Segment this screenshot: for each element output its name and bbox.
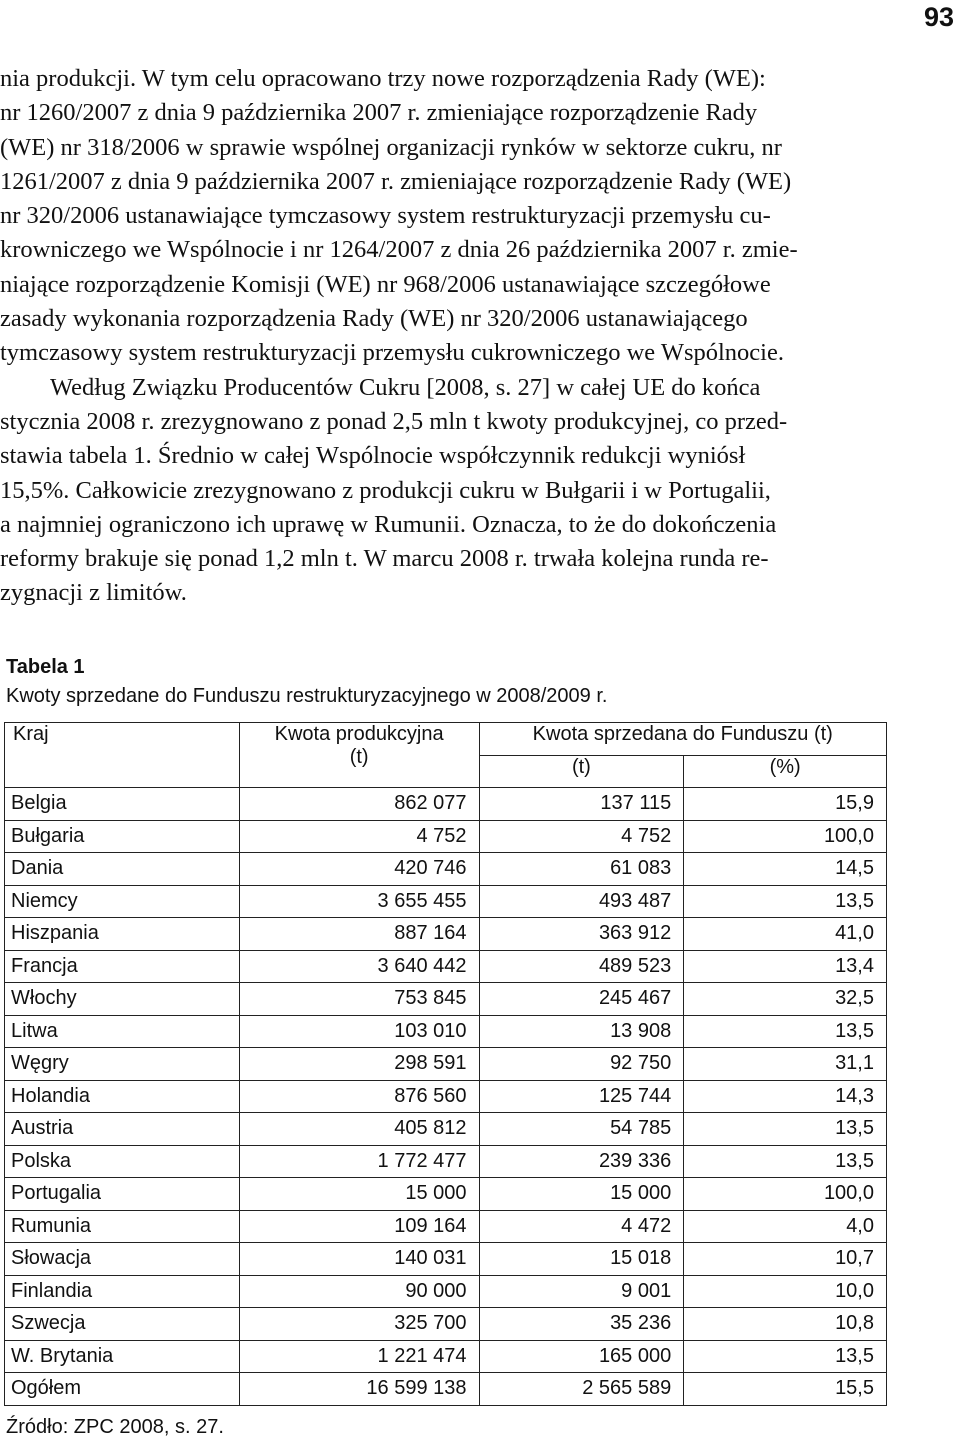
percent-cell: 100,0 — [684, 820, 887, 853]
header-quota-line1: Kwota produkcyjna — [274, 723, 444, 745]
quota-cell: 1 772 477 — [239, 1145, 479, 1178]
table-row — [5, 1015, 887, 1048]
country-cell: Hiszpania — [5, 918, 240, 951]
country-cell: Austria — [5, 1113, 240, 1146]
body-line: reformy brakuje się ponad 1,2 mln t. W marcu 2008 r. trwała kolejna runda re- — [0, 545, 769, 573]
country-cell: Rumunia — [5, 1210, 240, 1243]
quota-cell: 3 655 455 — [239, 885, 479, 918]
table-label: Tabela 1 — [6, 656, 85, 678]
table-row — [5, 1308, 887, 1341]
quota-cell: 3 640 442 — [239, 950, 479, 983]
percent-cell: 13,5 — [684, 1113, 887, 1146]
sold-cell: 125 744 — [479, 1080, 684, 1113]
body-line: 1261/2007 z dnia 9 października 2007 r. zmieniające rozporządzenie Rady (WE) — [0, 167, 792, 195]
body-line: krowniczego we Wspólnocie i nr 1264/2007 z dnia 26 października 2007 r. zmie- — [0, 236, 798, 264]
quota-cell: 4 752 — [239, 820, 479, 853]
quota-cell: 1 221 474 — [239, 1340, 479, 1373]
header-sold-pct: (%) — [684, 755, 887, 788]
table-row — [5, 918, 887, 951]
quota-cell: 103 010 — [239, 1015, 479, 1048]
table-row — [5, 1210, 887, 1243]
quota-cell: 140 031 — [239, 1243, 479, 1276]
sold-cell: 61 083 — [479, 853, 684, 886]
sold-cell: 15 018 — [479, 1243, 684, 1276]
quota-table — [4, 722, 887, 1406]
sold-cell: 35 236 — [479, 1308, 684, 1341]
country-cell: Belgia — [5, 788, 240, 821]
percent-cell: 31,1 — [684, 1048, 887, 1081]
sold-cell: 245 467 — [479, 983, 684, 1016]
country-cell: Szwecja — [5, 1308, 240, 1341]
quota-cell: 109 164 — [239, 1210, 479, 1243]
quota-cell: 90 000 — [239, 1275, 479, 1308]
quota-cell: 15 000 — [239, 1178, 479, 1211]
percent-cell: 13,5 — [684, 1340, 887, 1373]
body-line: nr 320/2006 ustanawiające tymczasowy system restrukturyzacji przemysłu cu- — [0, 202, 771, 230]
percent-cell: 32,5 — [684, 983, 887, 1016]
sold-cell: 239 336 — [479, 1145, 684, 1178]
header-country: Kraj — [5, 723, 240, 788]
percent-cell: 10,7 — [684, 1243, 887, 1276]
country-cell: Polska — [5, 1145, 240, 1178]
table-row — [5, 853, 887, 886]
sold-cell: 92 750 — [479, 1048, 684, 1081]
country-cell: W. Brytania — [5, 1340, 240, 1373]
quota-cell: 862 077 — [239, 788, 479, 821]
sold-cell: 4 472 — [479, 1210, 684, 1243]
table-row — [5, 1243, 887, 1276]
table-row — [5, 1113, 887, 1146]
sold-cell: 9 001 — [479, 1275, 684, 1308]
page-number: 93 — [923, 2, 954, 32]
sold-cell: 13 908 — [479, 1015, 684, 1048]
country-cell: Finlandia — [5, 1275, 240, 1308]
country-cell: Portugalia — [5, 1178, 240, 1211]
table-row — [5, 1178, 887, 1211]
country-cell: Włochy — [5, 983, 240, 1016]
country-cell: Francja — [5, 950, 240, 983]
quota-cell: 325 700 — [239, 1308, 479, 1341]
percent-cell: 100,0 — [684, 1178, 887, 1211]
body-line: nr 1260/2007 z dnia 9 października 2007 r. zmieniające rozporządzenie Rady — [0, 99, 758, 127]
country-cell: Węgry — [5, 1048, 240, 1081]
table-row — [5, 950, 887, 983]
percent-cell: 15,5 — [684, 1373, 887, 1406]
country-cell: Dania — [5, 853, 240, 886]
sold-cell: 15 000 — [479, 1178, 684, 1211]
percent-cell: 13,4 — [684, 950, 887, 983]
table-caption: Kwoty sprzedane do Funduszu restrukturyzacyjnego w 2008/2009 r. — [6, 685, 608, 707]
percent-cell: 4,0 — [684, 1210, 887, 1243]
country-cell: Litwa — [5, 1015, 240, 1048]
quota-cell: 887 164 — [239, 918, 479, 951]
table-source: Źródło: ZPC 2008, s. 27. — [6, 1416, 224, 1438]
body-line: Według Związku Producentów Cukru [2008, s. 27] w całej UE do końca — [50, 373, 761, 401]
body-line: zasady wykonania rozporządzenia Rady (WE) nr 320/2006 ustanawiającego — [0, 305, 748, 333]
body-line: tymczasowy system restrukturyzacji przemysłu cukrowniczego we Wspólnocie. — [0, 339, 784, 367]
header-quota-line2: (t) — [349, 746, 369, 768]
country-cell: Słowacja — [5, 1243, 240, 1276]
sold-cell: 2 565 589 — [479, 1373, 684, 1406]
table-row — [5, 983, 887, 1016]
body-line: stycznia 2008 r. zrezygnowano z ponad 2,5 mln t kwoty produkcyjnej, co przed- — [0, 407, 788, 435]
sold-cell: 4 752 — [479, 820, 684, 853]
quota-cell: 16 599 138 — [239, 1373, 479, 1406]
percent-cell: 14,3 — [684, 1080, 887, 1113]
table-row — [5, 1340, 887, 1373]
body-line: (WE) nr 318/2006 w sprawie wspólnej organizacji rynków w sektorze cukru, nr — [0, 133, 782, 161]
body-line: nia produkcji. W tym celu opracowano trzy nowe rozporządzenia Rady (WE): — [0, 65, 766, 92]
quota-cell: 420 746 — [239, 853, 479, 886]
table-row — [5, 820, 887, 853]
sold-cell: 493 487 — [479, 885, 684, 918]
header-sold-group: Kwota sprzedana do Funduszu (t) — [479, 723, 886, 756]
table-row — [5, 1080, 887, 1113]
quota-cell: 298 591 — [239, 1048, 479, 1081]
percent-cell: 13,5 — [684, 1145, 887, 1178]
body-line: 15,5%. Całkowicie zrezygnowano z produkcji cukru w Bułgarii i w Portugalii, — [0, 476, 771, 504]
sold-cell: 54 785 — [479, 1113, 684, 1146]
body-line: stawia tabela 1. Średnio w całej Wspólnocie współczynnik redukcji wyniósł — [0, 442, 746, 470]
body-line: zygnacji z limitów. — [0, 579, 187, 607]
table-row — [5, 788, 887, 821]
country-cell: Bułgaria — [5, 820, 240, 853]
table-row — [5, 1048, 887, 1081]
header-quota — [239, 723, 479, 788]
country-cell: Niemcy — [5, 885, 240, 918]
sold-cell: 165 000 — [479, 1340, 684, 1373]
percent-cell: 13,5 — [684, 1015, 887, 1048]
body-line: a najmniej ograniczono ich uprawę w Rumunii. Oznacza, to że do dokończenia — [0, 510, 777, 538]
percent-cell: 41,0 — [684, 918, 887, 951]
percent-cell: 10,0 — [684, 1275, 887, 1308]
country-cell: Ogółem — [5, 1373, 240, 1406]
percent-cell: 14,5 — [684, 853, 887, 886]
header-sold-t: (t) — [479, 755, 684, 788]
percent-cell: 13,5 — [684, 885, 887, 918]
table-row — [5, 1275, 887, 1308]
quota-cell: 405 812 — [239, 1113, 479, 1146]
body-text — [0, 62, 958, 611]
percent-cell: 10,8 — [684, 1308, 887, 1341]
table-row — [5, 1145, 887, 1178]
quota-cell: 876 560 — [239, 1080, 479, 1113]
body-line: niające rozporządzenie Komisji (WE) nr 968/2006 ustanawiające szczegółowe — [0, 270, 771, 298]
sold-cell: 363 912 — [479, 918, 684, 951]
quota-cell: 753 845 — [239, 983, 479, 1016]
table-row — [5, 1373, 887, 1406]
table-row — [5, 885, 887, 918]
percent-cell: 15,9 — [684, 788, 887, 821]
sold-cell: 137 115 — [479, 788, 684, 821]
country-cell: Holandia — [5, 1080, 240, 1113]
sold-cell: 489 523 — [479, 950, 684, 983]
